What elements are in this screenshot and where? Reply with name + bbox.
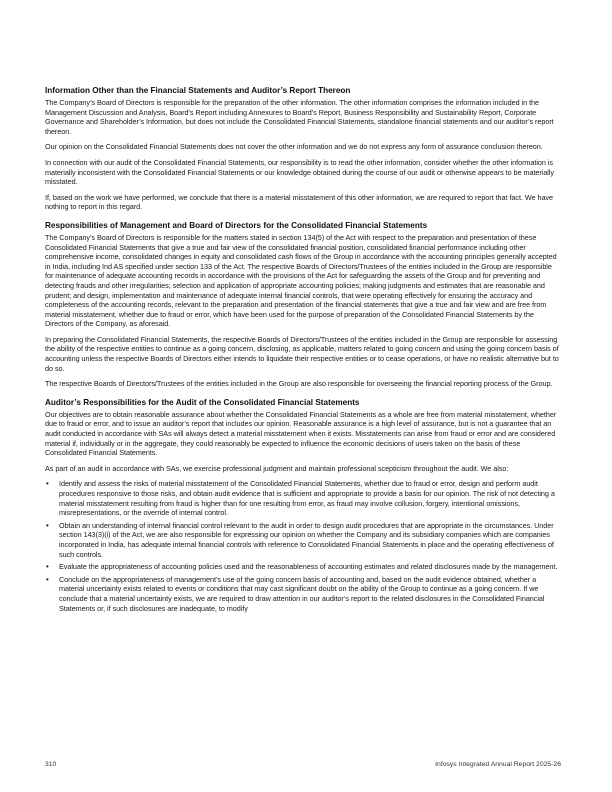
- paragraph: Our opinion on the Consolidated Financial Statements does not cover the other information and we do not express any form of assurance conclusion thereon.: [45, 142, 543, 152]
- list-item: • Evaluate the appropriateness of accounting policies used and the reasonableness of accounting estimates and related disclosures made by the management.: [45, 562, 561, 572]
- list-item: • Conclude on the appropriateness of management’s use of the going concern basis of accounting and, based on the audit evidence obtained, whether a material uncertainty exists related to events or conditions that may cast significant doubt on the ability of the Group to continue as a going concern. If we conclude that a material uncertainty exists, we are required to draw attention in our auditor’s report to the related disclosures in the Consolidated Financial Statements or, if such disclosures are inadequate, to modify: [45, 575, 561, 613]
- list-item: • Identify and assess the risks of material misstatement of the Consolidated Financial Statements, whether due to fraud or error, design and perform audit procedures responsive to those risks, and obtain audit evidence that is sufficient and appropriate to provide a basis for our opinion. The risk of not detecting a material misstatement resulting from fraud is higher than for one resulting from error, as fraud may involve collusion, forgery, intentional omissions, misrepresentations, or the override of internal control.: [45, 479, 561, 517]
- paragraph: The Company’s Board of Directors is responsible for the matters stated in section 134(5) of the Act with respect to the preparation and presentation of these Consolidated Financial Statements that give a true and fair view of the consolidated financial position, consolidated financial performance including other comprehensive income, consolidated changes in equity and consolidated cash flows of the Group in accordance with the accounting principles generally accepted in India, including Ind AS specified under section 133 of the Act. The respective Boards of Directors/Trustees of the entities included in the Group are responsible for maintenance of adequate accounting records in accordance with the provisions of the Act for safeguarding the assets of the Group and for preventing and detecting frauds and other irregularities; selection and application of appropriate accounting policies; making judgments and estimates that are reasonable and prudent; and design, implementation and maintenance of adequate internal financial controls, that were operating effectively for ensuring the accuracy and completeness of the accounting records, relevant to the preparation and presentation of the financial statements that give a true and fair view and are free from material misstatement, whether due to fraud or error, which have been used for the purpose of preparation of the Consolidated Financial Statements by the Directors of the Company, as aforesaid.: [45, 232, 557, 329]
- paragraph: As part of an audit in accordance with SAs, we exercise professional judgment and maintain professional scepticism throughout the audit. We also:: [45, 463, 509, 473]
- paragraph: The Company’s Board of Directors is responsible for the preparation of the other information. The other information comprises the information included in the Management Discussion and Analysis, Board’s Report including Annexures to Board’s Report, Business Responsibility and Sustainability Report, Corporate Governance and Shareholder’s Information, but does not include the Consolidated Financial Statements, standalone financial statements and our auditor’s report thereon.: [45, 98, 554, 136]
- list-item: • Obtain an understanding of internal financial control relevant to the audit in order to design audit procedures that are appropriate in the circumstances. Under section 143(3)(i) of the Act, we are also responsible for expressing our opinion on whether the Company and its subsidiary companies which are companies incorporated in India, has adequate internal financial controls with reference to Consolidated Financial Statements in place and the operating effectiveness of such controls.: [45, 521, 561, 559]
- page-number: 310: [45, 761, 57, 768]
- document-body: [45, 86, 561, 622]
- section-heading: Information Other than the Financial Statements and Auditor’s Report Thereon: [45, 86, 351, 95]
- report-title: Infosys Integrated Annual Report 2025-26: [435, 761, 561, 768]
- paragraph: In preparing the Consolidated Financial Statements, the respective Boards of Directors/Trustees of the entities included in the Group are responsible for assessing the ability of the respective entities to continue as a going concern, disclosing, as applicable, matters related to going concern and using the going concern basis of accounting unless the respective Boards of Directors either intends to liquidate their respective entities or to cease operations, or have no realistic alternative but to do so.: [45, 334, 559, 373]
- paragraph: Our objectives are to obtain reasonable assurance about whether the Consolidated Financial Statements as a whole are free from material misstatement, whether due to fraud or error, and to issue an auditor’s report that includes our opinion. Reasonable assurance is a high level of assurance, but is not a guarantee that an audit conducted in accordance with SAs will always detect a material misstatement when it exists. Misstatements can arise from fraud or error and are considered material if, individually or in the aggregate, they could reasonably be expected to influence the economic decisions of users taken on the basis of these Consolidated Financial Statements.: [45, 409, 557, 458]
- section-other-information: [45, 86, 561, 212]
- bullet-list: [45, 479, 561, 613]
- section-auditor-responsibilities: [45, 398, 561, 613]
- section-management-responsibilities: [45, 221, 561, 389]
- paragraph: The respective Boards of Directors/Trustees of the entities included in the Group are also responsible for overseeing the financial reporting process of the Group.: [45, 379, 553, 389]
- paragraph: In connection with our audit of the Consolidated Financial Statements, our responsibility is to read the other information, consider whether the other information is materially inconsistent with the Consolidated Financial Statements or our knowledge obtained during the course of our audit or otherwise appears to be materially misstated.: [45, 157, 555, 187]
- section-heading: Responsibilities of Management and Board of Directors for the Consolidated Financial Statements: [45, 220, 428, 230]
- paragraph: If, based on the work we have performed, we conclude that there is a material misstatement of this other information, we are required to report that fact. We have nothing to report in this regard.: [45, 192, 553, 212]
- section-heading: Auditor’s Responsibilities for the Audit of the Consolidated Financial Statements: [45, 397, 360, 407]
